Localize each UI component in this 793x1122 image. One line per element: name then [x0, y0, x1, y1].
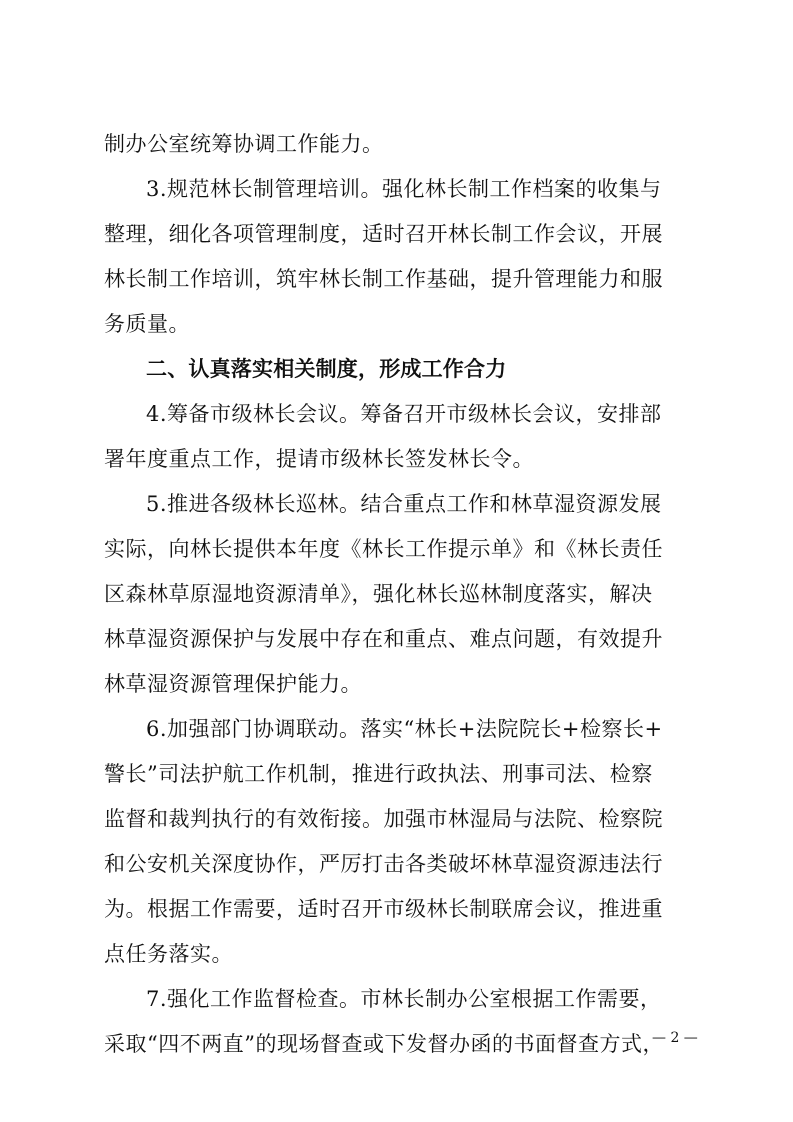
body-line: 和公安机关深度协作，严厉打击各类破坏林草湿资源违法行: [104, 852, 663, 876]
paragraph-start-line: 6.加强部门协调联动。落实“林长+法院院长+检察长+: [146, 717, 663, 741]
paragraph-start-line: 3.规范林长制管理培训。强化林长制工作档案的收集与: [146, 177, 662, 201]
page-number: — 2 —: [652, 1030, 698, 1046]
body-line: 监督和裁判执行的有效衔接。加强市林湿局与法院、检察院: [104, 807, 663, 831]
body-line: 实际，向林长提供本年度《林长工作提示单》和《林长责任: [104, 537, 663, 561]
body-line: 为。根据工作需要，适时召开市级林长制联席会议，推进重: [104, 897, 663, 921]
section-heading: 二、认真落实相关制度，形成工作合力: [146, 357, 507, 381]
body-line: 务质量。: [104, 312, 190, 336]
body-line: 署年度重点工作，提请市级林长签发林长令。: [104, 447, 534, 471]
body-line: 点任务落实。: [104, 942, 233, 966]
body-line: 林草湿资源管理保护能力。: [104, 672, 362, 696]
body-line: 警长”司法护航工作机制，推进行政执法、刑事司法、检察: [104, 762, 653, 786]
paragraph-start-line: 5.推进各级林长巡林。结合重点工作和林草湿资源发展: [146, 492, 662, 516]
paragraph-start-line: 7.强化工作监督检查。市林长制办公室根据工作需要，: [146, 987, 662, 1011]
body-line: 林长制工作培训，筑牢林长制工作基础，提升管理能力和服: [104, 267, 663, 291]
body-line: 林草湿资源保护与发展中存在和重点、难点问题，有效提升: [104, 627, 663, 651]
body-line: 区森林草原湿地资源清单》，强化林长巡林制度落实，解决: [104, 582, 653, 606]
body-line: 整理，细化各项管理制度，适时召开林长制工作会议，开展: [104, 222, 663, 246]
paragraph-start-line: 4.筹备市级林长会议。筹备召开市级林长会议，安排部: [146, 402, 662, 426]
body-line: 制办公室统筹协调工作能力。: [104, 132, 384, 156]
body-line: 采取“四不两直”的现场督查或下发督办函的书面督查方式，: [104, 1032, 664, 1056]
